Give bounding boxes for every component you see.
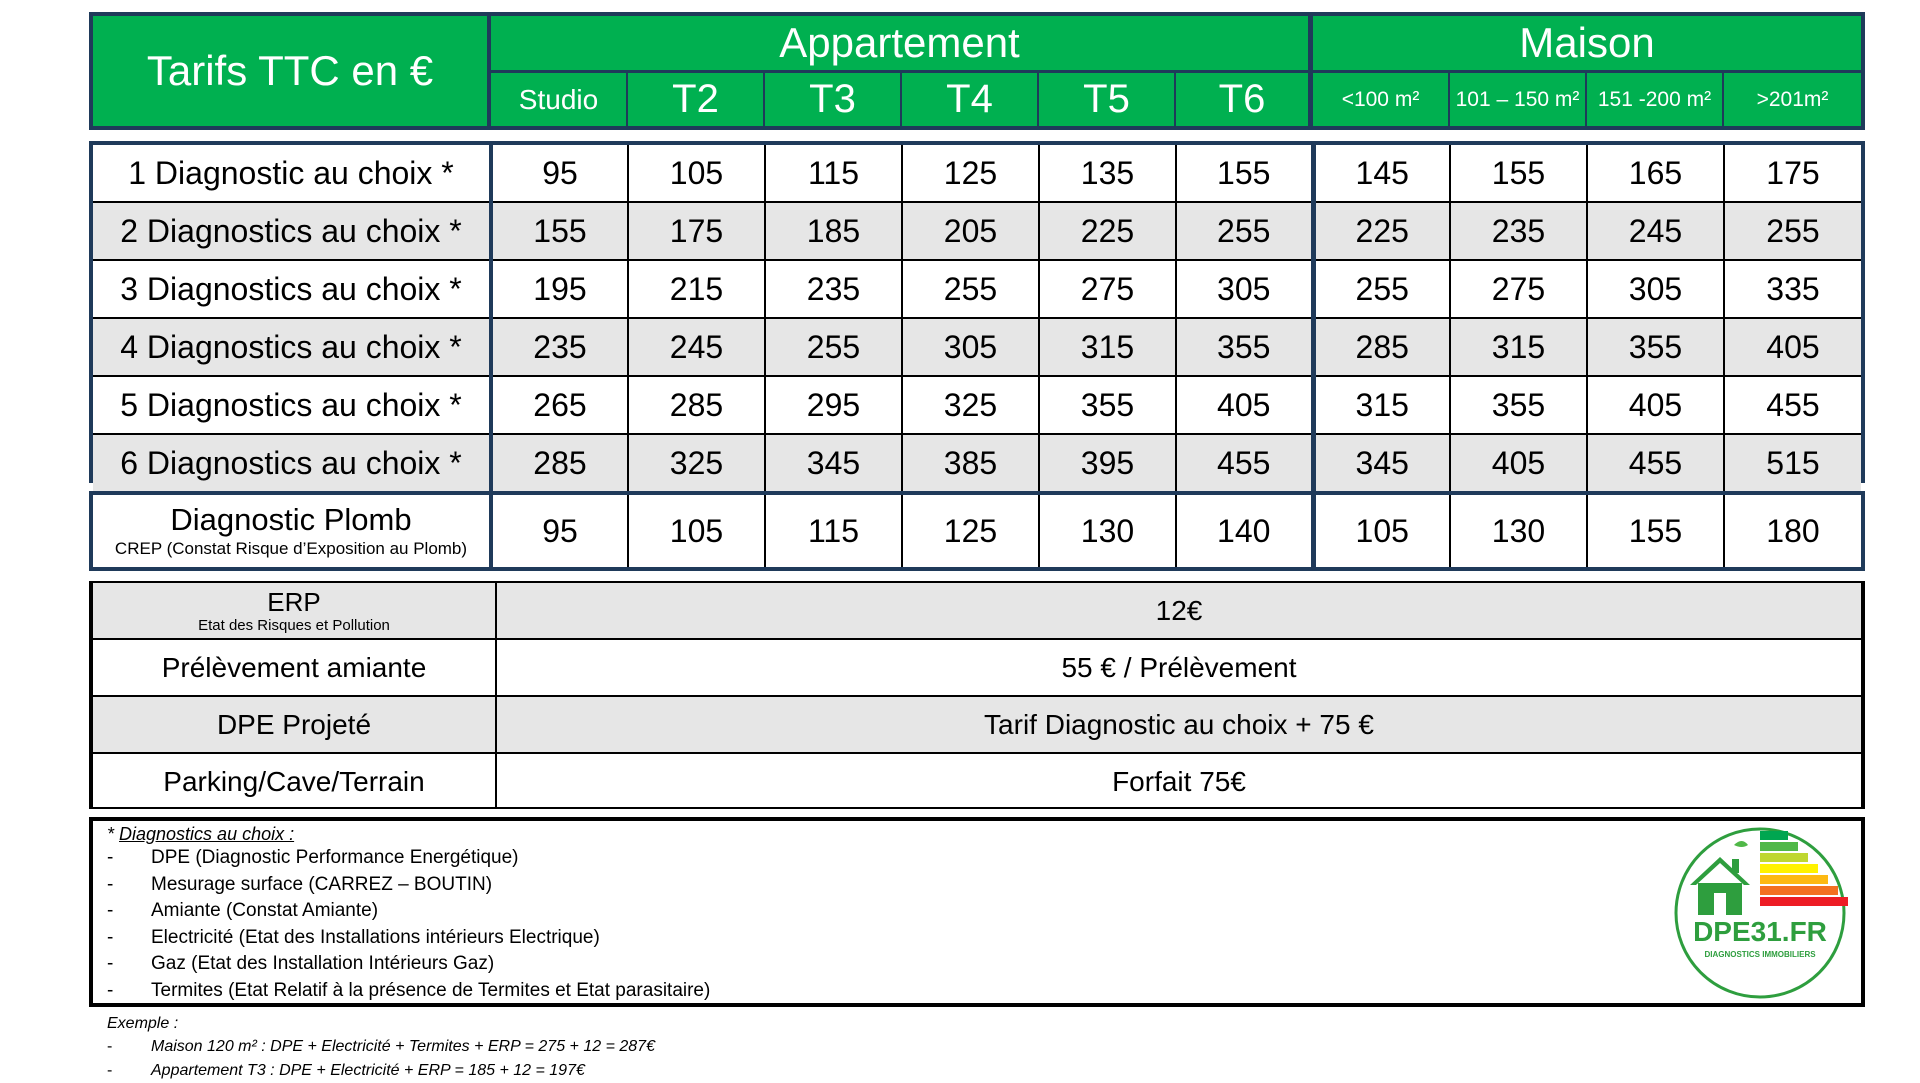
price-cell: 305: [902, 318, 1039, 376]
price-cell: 165: [1587, 145, 1724, 202]
price-cell: 265: [491, 376, 628, 434]
plomb-title: Diagnostic Plomb: [170, 502, 412, 537]
price-cell: 235: [491, 318, 628, 376]
price-cell: 195: [491, 260, 628, 318]
price-cell: 255: [902, 260, 1039, 318]
dpe-projete-value: Tarif Diagnostic au choix + 75 €: [496, 696, 1862, 753]
price-cell: 515: [1724, 434, 1861, 491]
price-cell: 315: [1313, 376, 1450, 434]
price-cell: 125: [902, 495, 1039, 567]
price-cell: 145: [1313, 145, 1450, 202]
price-cell: 255: [1313, 260, 1450, 318]
price-cell: 155: [491, 202, 628, 260]
table-row: [93, 434, 1861, 491]
price-cell: 155: [1450, 145, 1587, 202]
list-item: [107, 872, 1861, 899]
plomb-subtitle: CREP (Constat Risque d’Exposition au Plomb): [114, 539, 468, 558]
example-line: Appartement T3 : DPE + Electricité + ERP = 185 + 12 = 197€: [151, 1062, 585, 1079]
notes-title-text: Diagnostics au choix :: [119, 824, 295, 844]
price-cell: 275: [1450, 260, 1587, 318]
price-cell: 95: [491, 495, 628, 567]
table-row: [93, 260, 1861, 318]
example-title: Exemple :: [107, 1015, 179, 1032]
price-cell: 125: [902, 145, 1039, 202]
table-row: [93, 202, 1861, 260]
table-row: [93, 495, 1861, 567]
list-item: [107, 978, 1861, 1005]
table-row: [92, 696, 1862, 753]
dash: -: [107, 847, 114, 868]
table-row: [92, 583, 1862, 639]
header-title: Tarifs TTC en €: [93, 16, 491, 126]
logo-brand: DPE31.FR: [1693, 916, 1827, 947]
price-cell: 130: [1039, 495, 1176, 567]
col-header-maison-1: <100 m²: [1313, 73, 1450, 126]
price-cell: 455: [1724, 376, 1861, 434]
price-cell: 285: [628, 376, 765, 434]
row-label: 2 Diagnostics au choix *: [93, 202, 491, 260]
price-cell: 345: [765, 434, 902, 491]
price-cell: 105: [628, 145, 765, 202]
price-cell: 235: [765, 260, 902, 318]
price-cell: 355: [1587, 318, 1724, 376]
table-row: [92, 639, 1862, 696]
price-cell: 355: [1450, 376, 1587, 434]
note-text: Termites (Etat Relatif à la présence de Termites et Etat parasitaire): [151, 979, 711, 1001]
price-cell: 325: [628, 434, 765, 491]
diagnostics-notes: [89, 817, 1865, 1007]
price-cell: 255: [1176, 202, 1313, 260]
energy-bar: [1760, 842, 1798, 851]
price-cell: 335: [1724, 260, 1861, 318]
energy-bar: [1760, 831, 1788, 840]
price-cell: 175: [628, 202, 765, 260]
dash: -: [107, 953, 114, 974]
price-cell: 285: [1313, 318, 1450, 376]
list-item: [107, 1035, 1865, 1059]
erp-label: [92, 583, 496, 639]
dash: -: [107, 926, 114, 948]
price-cell: 185: [765, 202, 902, 260]
erp-title: ERP: [267, 586, 321, 617]
notes-title: [107, 824, 1861, 845]
col-header-t2: T2: [628, 73, 765, 126]
price-cell: 305: [1587, 260, 1724, 318]
col-header-t3: T3: [765, 73, 902, 126]
price-cell: 115: [765, 495, 902, 567]
list-item: [107, 951, 1861, 978]
erp-subtitle: Etat des Risques et Pollution: [198, 616, 390, 634]
price-cell: 95: [491, 145, 628, 202]
price-cell: 295: [765, 376, 902, 434]
price-cell: 140: [1176, 495, 1313, 567]
dpe31-logo: [1672, 823, 1860, 1003]
col-header-t6: T6: [1176, 73, 1313, 126]
price-cell: 130: [1450, 495, 1587, 567]
row-label: 4 Diagnostics au choix *: [93, 318, 491, 376]
table-row: [93, 318, 1861, 376]
row-label: 1 Diagnostic au choix *: [93, 145, 491, 202]
plomb-price-table: [89, 491, 1865, 571]
parking-value: Forfait 75€: [496, 753, 1862, 809]
col-header-t4: T4: [902, 73, 1039, 126]
price-cell: 315: [1450, 318, 1587, 376]
dpe-projete-label: DPE Projeté: [92, 696, 496, 753]
price-cell: 405: [1176, 376, 1313, 434]
amiante-value: 55 € / Prélèvement: [496, 639, 1862, 696]
price-cell: 135: [1039, 145, 1176, 202]
table-row: [93, 376, 1861, 434]
price-cell: 245: [1587, 202, 1724, 260]
price-cell: 345: [1313, 434, 1450, 491]
price-cell: 385: [902, 434, 1039, 491]
price-cell: 105: [1313, 495, 1450, 567]
list-item: [107, 925, 1861, 952]
price-cell: 405: [1450, 434, 1587, 491]
dash: -: [107, 1062, 113, 1079]
note-text: Amiante (Constat Amiante): [151, 900, 379, 921]
table-row: [92, 753, 1862, 809]
price-cell: 395: [1039, 434, 1176, 491]
price-cell: 455: [1587, 434, 1724, 491]
price-cell: 255: [1724, 202, 1861, 260]
price-cell: 225: [1039, 202, 1176, 260]
header-maison: Maison: [1313, 16, 1861, 73]
pricing-example: [89, 1013, 1865, 1079]
example-line: Maison 120 m² : DPE + Electricité + Termites + ERP = 275 + 12 = 287€: [151, 1038, 655, 1055]
note-text: Electricité (Etat des Installations intérieurs Electrique): [151, 926, 600, 948]
notes-star: *: [107, 824, 120, 844]
price-cell: 275: [1039, 260, 1176, 318]
price-cell: 405: [1724, 318, 1861, 376]
row-label: 6 Diagnostics au choix *: [93, 434, 491, 491]
price-cell: 215: [628, 260, 765, 318]
price-cell: 455: [1176, 434, 1313, 491]
price-cell: 180: [1724, 495, 1861, 567]
header-appartement: Appartement: [491, 16, 1313, 73]
price-table-header: [89, 12, 1865, 130]
energy-bar: [1760, 864, 1818, 873]
energy-bar: [1760, 853, 1808, 862]
col-header-t5: T5: [1039, 73, 1176, 126]
row-label: [93, 495, 491, 567]
note-text: Mesurage surface (CARREZ – BOUTIN): [151, 873, 493, 895]
price-cell: 105: [628, 495, 765, 567]
notes-list: [107, 845, 1861, 1004]
price-cell: 285: [491, 434, 628, 491]
price-cell: 245: [628, 318, 765, 376]
list-item: [107, 1059, 1865, 1083]
list-item: [107, 845, 1861, 872]
parking-label: Parking/Cave/Terrain: [92, 753, 496, 809]
price-cell: 235: [1450, 202, 1587, 260]
col-header-maison-3: 151 -200 m²: [1587, 73, 1724, 126]
row-label: 3 Diagnostics au choix *: [93, 260, 491, 318]
price-cell: 115: [765, 145, 902, 202]
logo-tagline: DIAGNOSTICS IMMOBILIERS: [1704, 950, 1816, 959]
price-cell: 155: [1587, 495, 1724, 567]
price-cell: 355: [1176, 318, 1313, 376]
price-cell: 225: [1313, 202, 1450, 260]
dash: -: [107, 900, 114, 921]
price-cell: 325: [902, 376, 1039, 434]
price-cell: 315: [1039, 318, 1176, 376]
col-header-studio: Studio: [491, 73, 628, 126]
note-text: Gaz (Etat des Installation Intérieurs Gaz): [151, 953, 495, 974]
energy-bar: [1760, 897, 1848, 906]
table-row: [93, 145, 1861, 202]
price-cell: 255: [765, 318, 902, 376]
note-text: DPE (Diagnostic Performance Energétique): [151, 847, 519, 868]
dash: -: [107, 979, 114, 1001]
amiante-label: Prélèvement amiante: [92, 639, 496, 696]
price-cell: 155: [1176, 145, 1313, 202]
list-item: [107, 898, 1861, 925]
energy-bar: [1760, 875, 1828, 884]
diagnostics-price-table: [89, 141, 1865, 483]
price-cell: 405: [1587, 376, 1724, 434]
row-label: 5 Diagnostics au choix *: [93, 376, 491, 434]
erp-value: 12€: [496, 583, 1862, 639]
extra-services-table: [89, 581, 1865, 809]
col-header-maison-2: 101 – 150 m²: [1450, 73, 1587, 126]
dash: -: [107, 873, 114, 895]
price-cell: 355: [1039, 376, 1176, 434]
price-cell: 305: [1176, 260, 1313, 318]
dash: -: [107, 1038, 113, 1055]
price-cell: 175: [1724, 145, 1861, 202]
energy-bar: [1760, 886, 1838, 895]
col-header-maison-4: >201m²: [1724, 73, 1861, 126]
price-cell: 205: [902, 202, 1039, 260]
